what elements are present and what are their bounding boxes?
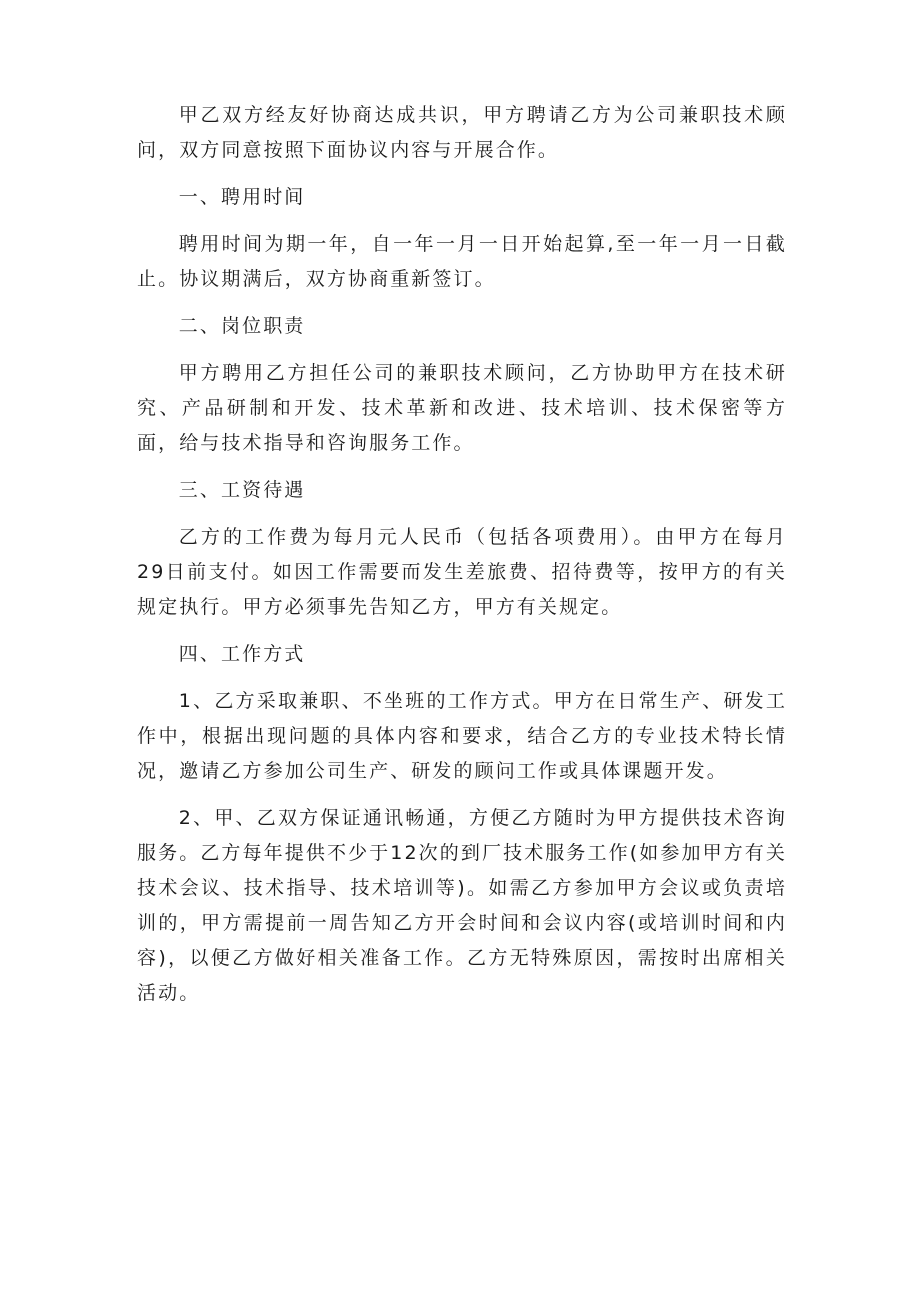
employment-period-paragraph: 聘用时间为期一年，自一年一月一日开始起算,至一年一月一日截止。协议期满后，双方协商重新签订。 (137, 233, 787, 290)
section-heading-job-duties: 二、岗位职责 (178, 315, 306, 337)
section-heading-employment-period: 一、聘用时间 (178, 186, 306, 208)
working-method-paragraph-1: 1、乙方采取兼职、不坐班的工作方式。甲方在日常生产、研发工作中，根据出现问题的具体内容和要求，结合乙方的专业技术特长情况，邀请乙方参加公司生产、研发的顾问工作或具体课题开发。 (137, 690, 787, 782)
intro-paragraph: 甲乙双方经友好协商达成共识，甲方聘请乙方为公司兼职技术顾问，双方同意按照下面协议内容与开展合作。 (137, 104, 787, 161)
working-method-paragraph-2: 2、甲、乙双方保证通讯畅通，方便乙方随时为甲方提供技术咨询服务。乙方每年提供不少于12次的到厂技术服务工作(如参加甲方有关技术会议、技术指导、技术培训等)。如需乙方参加甲方会议或负责培训的，甲方需提前一周告知乙方开会时间和会议内容(或培训时间和内容)，以便乙方做好相关准备工作。乙方无特殊原因，需按时出席相关活动。 (137, 807, 787, 1004)
job-duties-paragraph: 甲方聘用乙方担任公司的兼职技术顾问，乙方协助甲方在技术研究、产品研制和开发、技术革新和改进、技术培训、技术保密等方面，给与技术指导和咨询服务工作。 (137, 362, 787, 454)
compensation-paragraph: 乙方的工作费为每月元人民币（包括各项费用）。由甲方在每月29日前支付。如因工作需要而发生差旅费、招待费等，按甲方的有关规定执行。甲方必须事先告知乙方，甲方有关规定。 (137, 526, 787, 618)
section-heading-compensation: 三、工资待遇 (178, 479, 306, 501)
document-body (137, 98, 787, 1023)
section-heading-working-method: 四、工作方式 (178, 643, 306, 665)
